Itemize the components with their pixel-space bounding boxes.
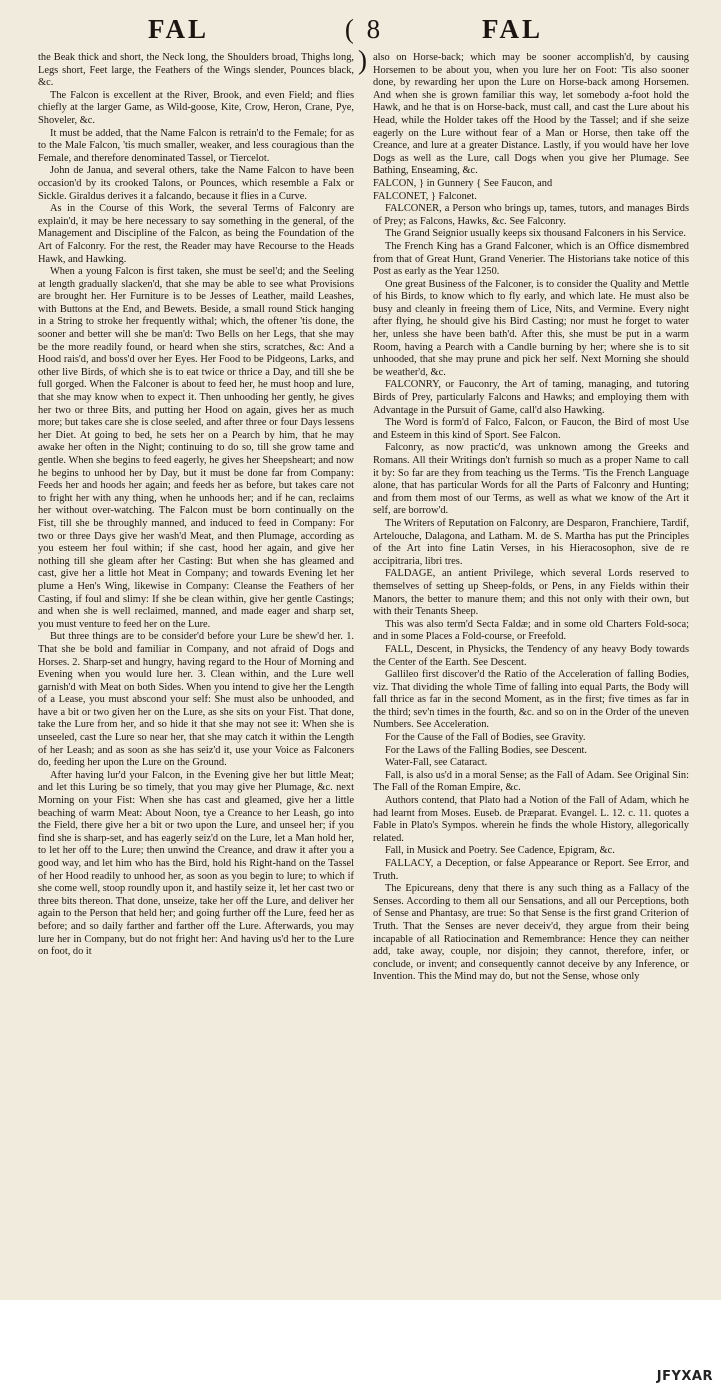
paragraph: The French King has a Grand Falconer, which is an Office dismembred from that of Great Hunt, Grand Venerier. The Historians take notice of this Post as early as the Year 1250.: [373, 240, 689, 278]
paragraph: The Epicureans, deny that there is any such thing as a Fallacy of the Senses. According to them all our Sensations, and all our Perceptions, both of Sense and Phantasy, are true: So that Sense is the first grand Criterion of Truth. That the Senses are never deceiv'd, they argue from their being incapable of all Ratiocination and Remembrance: Hence they can neither add, take away, couple, nor disjoin; they cannot, therefore, infer, or conclude, or invent; and consequently cannot deceive by any Inference, or Invention. This the Mind may do, but not the Sense, whose only: [373, 883, 689, 983]
left-text-column: [38, 52, 354, 959]
page-number: ( 8 ): [344, 14, 384, 75]
paragraph: Fall, in Musick and Poetry. See Cadence, Epigram, &c.: [385, 845, 615, 857]
paragraph: The Falcon is excellent at the River, Brook, and even Field; and flies chiefly at the larger Game, as Wild-goose, Kite, Crow, Heron, Crane, Pye, Shoveler, &c.: [38, 89, 354, 126]
paragraph: FALCON, } in Gunnery { See Faucon, and: [373, 177, 553, 189]
paragraph: FALCONER, a Person who brings up, tames, tutors, and manages Birds of Prey; as Falcons, Hawks, &c. See Falconry.: [373, 203, 689, 227]
paragraph: It must be added, that the Name Falcon is retrain'd to the Female; for as to the Male Falcon, 'tis much smaller, weaker, and less couragious than the Female, and therefore denominated Tassel, or Tiercelot.: [38, 127, 354, 164]
paragraph: One great Business of the Falconer, is to consider the Quality and Mettle of his Birds, to know which to fly early, and which late. He must also be busy and cleanly in freeing them of Lice, Nits, and Vermine. Every night after flying, he should give his Bird Casting; nor must he forget to water her, unless she have been bath'd. After this, she must be put in a warm Room, having a Pearch with a Candle burning by her; where she is to sit unhooded, that she may prune and pick her self. Next Morning she should be weather'd, &c.: [373, 278, 689, 378]
paragraph: also on Horse-back; which may be sooner accomplish'd, by causing Horsemen to be about you, when you lure her on Foot: 'Tis also sooner done, by rewarding her upon the Lure on Horse-back among Horsemen. And when she is grown familiar this way, let somebody a-foot hold the Hawk, and he that is on Horse-back, must call, and cast the Lure about his Head, while the Holder takes off the Hood by the Tassel; and if she seize eagerly on the Lure without fear of a Man or Horse, then take off the Creance, and lure at a greater Distance. Lastly, if you would have her love Dogs as well as the Lure, call Dogs when you give her Plumage. See Bathing, Enseaming, &c.: [373, 52, 689, 177]
paragraph: FALL, Descent, in Physicks, the Tendency of any heavy Body towards the Center of the Earth. See Descent.: [373, 643, 689, 668]
paragraph: When a young Falcon is first taken, she must be seel'd; and the Seeling at length gradually slacken'd, that she may be able to see what Provisions are brought her. Her Furniture is to be Jesses of Leather, maild Leashes, with Buttons at the End, and Bewets. Beside, a small round Stick hanging in a String to stroke her frequently withal; which, the oftener 'tis done, the sooner and better will she be man'd: Two Bells on her Legs, that she may be the more readily found, or heard when she stirs, scratches, &c: And a Hood rais'd, and boss'd over her Eyes. Her Food to be Pidgeons, Larks, and other live Birds, of which she is to eat twice or thrice a Day, and till she be full gorged. When the Falconer is about to feed her, he must hoop and lure, that she may know when to expect it. Then unhooding her gently, he gives her two or three Bits, and putting her Hood on again, gives her as much more; but takes care she is close seeled, and after three or four Days lessens her Diet. At going to bed, he sets her on a Pearch by him, that he may awake her often in the Night; continuing to do so, till she grow tame and gentle. When she begins to feed eagerly, he gives her Sheepsheart; and now he begins to unhood her by Day, but it must be done far from Company: Feeds her and hoods her again; and feeds her as before, but takes care not to fright her with any thing, when he unhoods her; and if he can, reclaims her without over-watching. The Falcon must be born continually on the Fist, till she be throughly manned, and induced to feed in Company: For two or three Days give her wash'd Meat, and then Plumage, according as you esteem her foul within; if she cast, hood her again, and give her nothing till she gleam after her Casting: But when she has gleamed and cast, give her a little hot Meat in Company; and towards Evening let her plume a Hen's Wing, likewise in Company: Cleanse the Feathers of her Casting, if foul and slimy: If she be clean within, give her gentle Castings; and when she is well reclaimed, manned, and made eager and sharp set, you must venture to feed her on the Lure.: [38, 266, 354, 630]
paragraph: For the Laws of the Falling Bodies, see Descent.: [385, 744, 587, 756]
paragraph: Gallileo first discover'd the Ratio of the Acceleration of falling Bodies, viz. That dividing the whole Time of falling into equal Parts, the Body will fall thrice as far in the second Moment, as in the first; five times as far in the third; sev'n times in the fourth, &c. and so on in the Order of the uneven Numbers. See Acceleration.: [373, 669, 689, 731]
paragraph: Fall, is also us'd in a moral Sense; as the Fall of Adam. See Original Sin: The Fall of the Roman Empire, &c.: [373, 769, 689, 794]
paragraph: The Grand Seignior usually keeps six thousand Falconers in his Service.: [385, 228, 686, 240]
paragraph: FALLACY, a Deception, or false Appearance or Report. See Error, and Truth.: [373, 858, 689, 882]
header-right-term: FAL: [482, 14, 543, 44]
header-left-term: FAL: [148, 14, 209, 44]
paragraph: After having lur'd your Falcon, in the Evening give her but little Meat; and let this Luring be so timely, that you may give her Plumage, &c. next Morning on your Fist: When she has cast and gleamed, give her a little beaching of warm Meat: About Noon, tye a Creance to her Leash, go into the Field, there give her a bit or two upon the Lure, and unseel her; if you find she is sharp-set, and has eagerly seiz'd on the Lure, let a Man hold her, to let her off to the Lure; then unwind the Creance, and draw it after you a good way, and let him who has the Bird, hold his Right-hand on the Tassel of her Hood readily to unhood her, as soon as you begin to lure; to which if she come well, stoop roundly upon it, and hastily seize it, let her cast two or three bits thereon. That done, unseize, take her off the Lure, and deliver her again to the Person that held her; and going further off the Lure, feed her as before; and so daily farther and farther off the Lure. Afterwards, you may lure her in Company, but do not fright her: And having us'd her to the Lure on foot, do it: [38, 769, 354, 958]
paragraph: Authors contend, that Plato had a Notion of the Fall of Adam, which he had learnt from Moses. Euseb. de Præparat. Evangel. L. 12. c. 11. quotes a Fable in Plato's Sympos. wherein he finds the whole History, allegorically related.: [373, 795, 689, 844]
paragraph: Falconry, as now practic'd, was unknown among the Greeks and Romans. All their Writings don't furnish so much as a proper Name to call it by: So far are they from teaching us the Terms. 'Tis the French Language alone, that has particular Words for all the Parts of Falconry and Hunting; and from them most of our Terms, as well as what we know of the Art it self, are borrow'd.: [373, 442, 689, 517]
paragraph: FALCONET, } Falconet.: [373, 190, 477, 202]
paragraph: FALCONRY, or Fauconry, the Art of taming, managing, and tutoring Birds of Prey, particularly Falcons and Hawks; and employing them with Advantage in the Pursuit of Game, call'd also Hawking.: [373, 379, 689, 416]
paragraph: FALDAGE, an antient Privilege, which several Lords reserved to themselves of setting up Sheep-folds, or Pens, in any Fields within their Manors, the better to manure them; and this not only with their own, but with their Tenants Sheep.: [373, 568, 689, 618]
paragraph: This was also term'd Secta Faldæ; and in some old Charters Fold-soca; and in some Places a Fold-course, or Freefold.: [373, 618, 689, 643]
bottom-margin: [0, 1300, 721, 1390]
paragraph: The Word is form'd of Falco, Falcon, or Faucon, the Bird of most Use and Esteem in this kind of Sport. See Falcon.: [373, 417, 689, 441]
image-code-label: JFYXAR: [656, 1369, 713, 1384]
right-text-column: [373, 52, 689, 984]
paragraph: But three things are to be consider'd before your Lure be shew'd her. 1. That she be bold and familiar in Company, and not afraid of Dogs and Horses. 2. Sharp-set and hungry, having regard to the Hour of Morning and Evening when you would lure her. 3. Clean within, and the Lure well garnish'd with Meat on both Sides. When you intend to give her the Length of a Lease, you must abscond your self: She must also be unhooded, and have a bit or two given her on the Lure, as she sits on your Fist. That done, take the Lure from her, and so hide it that she may not see it: When she is unseeled, cast the Lure so near her, that she may catch it within the Length of her Leash; and as soon as she has seiz'd it, use your Voice as Falconers do, feeding her upon the Lure on the Ground.: [38, 631, 354, 769]
paragraph: John de Janua, and several others, take the Name Falcon to have been occasion'd by its crooked Talons, or Pounces, which resemble a Falx or Sickle. Giraldus derives it a falcando, because it flies in a Curve.: [38, 165, 354, 202]
paragraph: the Beak thick and short, the Neck long, the Shoulders broad, Thighs long, Legs short, Feet large, the Feathers of the Wings slender, Pounces black, &c.: [38, 52, 354, 89]
paragraph: As in the Course of this Work, the several Terms of Falconry are explain'd, it may be here necessary to say something in the general, of the Management and Discipline of the Falcon, as being the Foundation of the Art of Falconry. For the rest, the Reader may have Recourse to the Heads Hawk, and Hawking.: [38, 203, 354, 265]
paragraph: Water-Fall, see Cataract.: [385, 757, 488, 769]
paragraph: For the Cause of the Fall of Bodies, see Gravity.: [385, 732, 586, 744]
paragraph: The Writers of Reputation on Falconry, are Desparon, Franchiere, Tardif, Artelouche, Dalagona, and Latham. M. de S. Martha has put the Principles of the Art into fine Latin Verses, in his Hieracosophon, sive de re accipitraria, libri tres.: [373, 517, 689, 567]
